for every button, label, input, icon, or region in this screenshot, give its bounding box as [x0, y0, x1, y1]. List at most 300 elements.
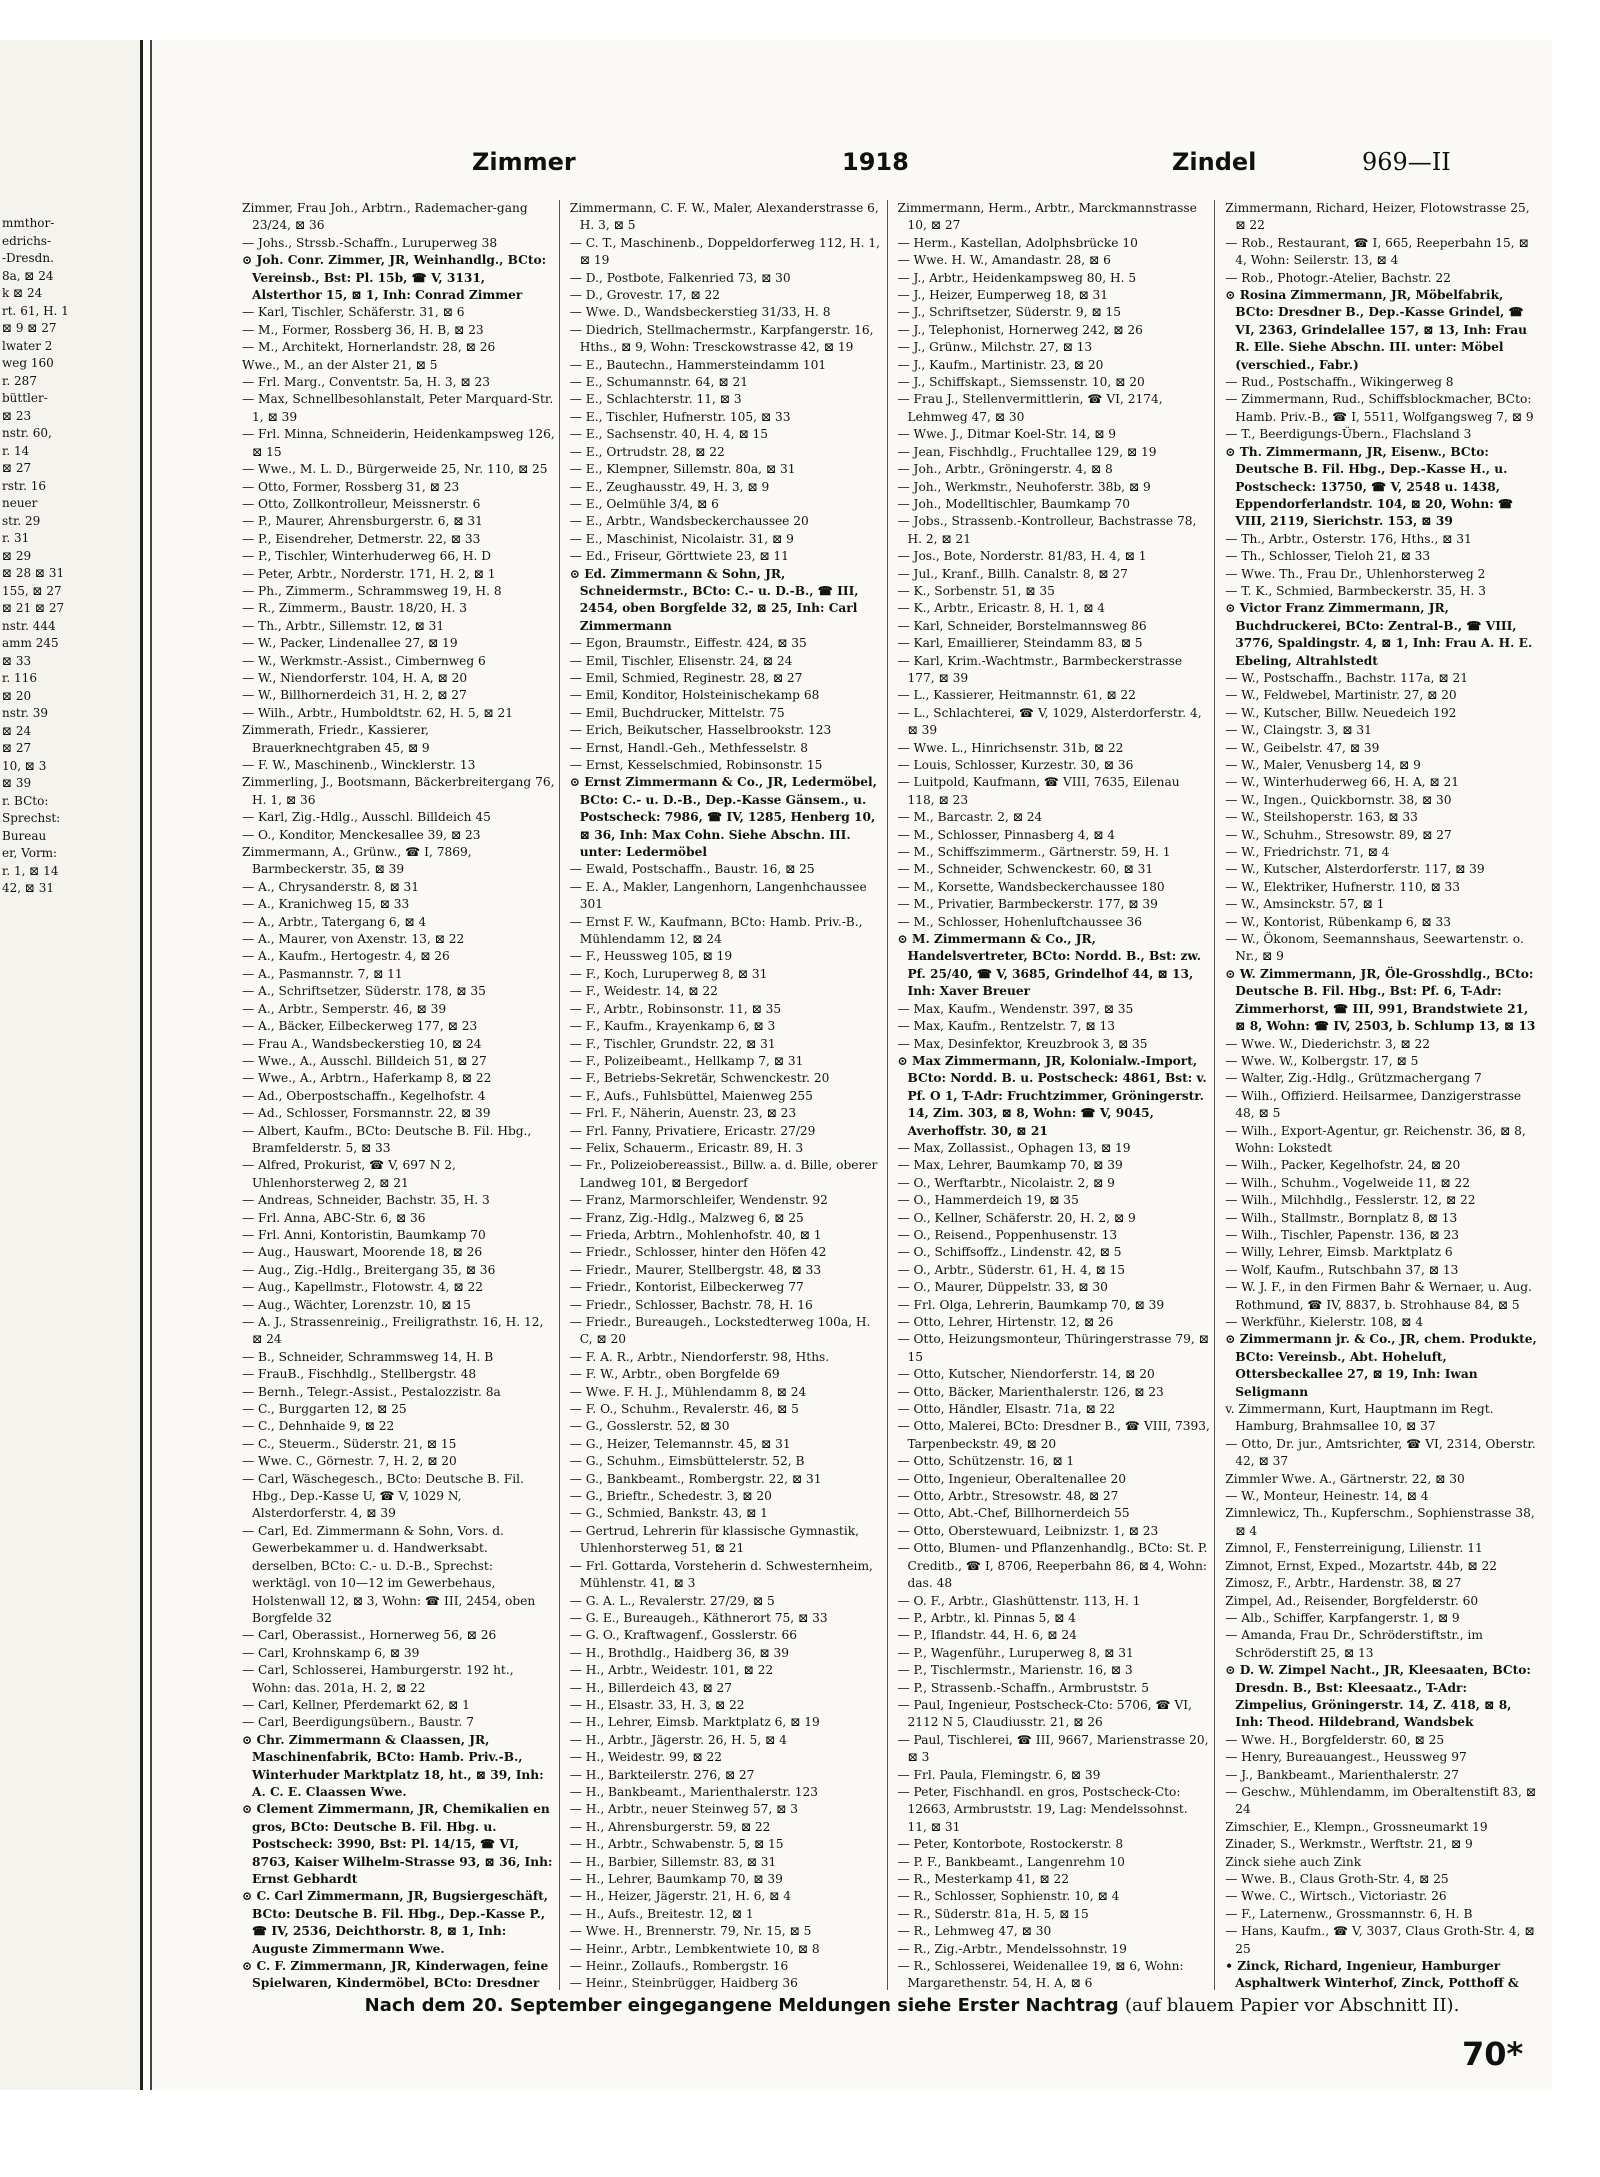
- directory-entry: — Wilh., Export-Agentur, gr. Reichenstr. 36, ⊠ 8, Wohn: Lokstedt: [1225, 1123, 1526, 1155]
- directory-column-4: [1225, 200, 1542, 1990]
- directory-entry: — R., Zig.-Arbtr., Mendelssohnstr. 19: [897, 1941, 1127, 1956]
- directory-entry: — F. O., Schuhm., Revalerstr. 46, ⊠ 5: [569, 1402, 799, 1417]
- directory-entry: — L., Kassierer, Heitmannstr. 61, ⊠ 22: [897, 688, 1136, 703]
- directory-entry: — P., Iflandstr. 44, H. 6, ⊠ 24: [897, 1628, 1077, 1643]
- directory-entry: — J., Heizer, Eumperweg 18, ⊠ 31: [897, 288, 1109, 303]
- firm-entry: ⊙ C. Carl Zimmermann, JR, Bugsiergeschäft, BCto: Deutsche B. Fil. Hbg., Dep.-Kasse P., ☎ IV, 2536, Deichthorstr. 8, ⊠ 1, Inh: Auguste Zimmermann Wwe.: [242, 1889, 548, 1956]
- directory-entry: — P., Tischler, Winterhuderweg 66, H. D: [242, 549, 491, 564]
- directory-entry: Zimmerath, Friedr., Kassierer, Brauerknechtgraben 45, ⊠ 9: [242, 723, 430, 755]
- firm-entry: ⊙ Victor Franz Zimmermann, JR, Buchdruckerei, BCto: Zentral-B., ☎ VIII, 3776, Spaldingstr. 4, ⊠ 1, Inh: Frau A. H. E. Ebeling, Altrahlstedt: [1225, 601, 1533, 668]
- directory-entry: — W., Feldwebel, Martinistr. 27, ⊠ 20: [1225, 688, 1457, 703]
- left-fragment-line: büttler-: [2, 391, 48, 405]
- directory-entry: — Otto, Abt.-Chef, Billhornerdeich 55: [897, 1506, 1130, 1521]
- directory-entry: — Wilh., Offizierd. Heilsarmee, Danzigerstrasse 48, ⊠ 5: [1225, 1088, 1522, 1121]
- directory-entry: — P., Strassenb.-Schaffn., Armbruststr. 5: [897, 1680, 1149, 1695]
- left-fragment-line: 10, ⊠ 3: [2, 758, 47, 773]
- directory-entry: Zinck siehe auch Zink: [1225, 1854, 1362, 1869]
- directory-entry: — Karl, Krim.-Wachtmstr., Barmbeckerstrasse 177, ⊠ 39: [897, 653, 1183, 685]
- directory-entry: — Louis, Schlosser, Kurzestr. 30, ⊠ 36: [897, 758, 1134, 772]
- directory-entry: — Egon, Braumstr., Eiffestr. 424, ⊠ 35: [569, 636, 807, 651]
- directory-entry: — W., Elektriker, Hufnerstr. 110, ⊠ 33: [1225, 879, 1461, 894]
- directory-entry: Zimmermann, Herm., Arbtr., Marckmannstrasse 10, ⊠ 27: [897, 201, 1197, 233]
- header-last-name: Zindel: [1172, 148, 1257, 176]
- directory-entry: — Ed., Friseur, Görttwiete 23, ⊠ 11: [569, 549, 789, 564]
- directory-entry: — B., Schneider, Schrammsweg 14, H. B: [242, 1349, 494, 1364]
- directory-entry: — Carl, Beerdigungsübern., Baustr. 7: [242, 1715, 474, 1730]
- directory-entry: — Wwe. F. H. J., Mühlendamm 8, ⊠ 24: [569, 1384, 807, 1399]
- directory-entry: Zimpel, Ad., Reisender, Borgfelderstr. 60: [1225, 1593, 1479, 1608]
- left-fragment-line: edrichs-: [2, 233, 52, 248]
- directory-entry: — Wwe. H. W., Amandastr. 28, ⊠ 6: [897, 253, 1111, 268]
- directory-entry: — P., Maurer, Ahrensburgerstr. 6, ⊠ 31: [242, 514, 483, 529]
- directory-entry: — J., Telephonist, Hornerweg 242, ⊠ 26: [897, 322, 1143, 337]
- directory-entry: — Otto, Ingenieur, Oberaltenallee 20: [897, 1471, 1126, 1486]
- directory-entry: — Willy, Lehrer, Eimsb. Marktplatz 6: [1225, 1245, 1453, 1260]
- directory-entry: — W., Kontorist, Rübenkamp 6, ⊠ 33: [1225, 914, 1452, 929]
- directory-entry: — F., Koch, Luruperweg 8, ⊠ 31: [569, 966, 768, 981]
- directory-entry: — E. A., Makler, Langenhorn, Langenhchaussee 301: [569, 879, 867, 912]
- directory-entry: — W., Amsinckstr. 57, ⊠ 1: [1225, 897, 1385, 912]
- directory-entry: — G., Gosslerstr. 52, ⊠ 30: [569, 1419, 730, 1434]
- directory-entry: — Wwe. H., Brennerstr. 79, Nr. 15, ⊠ 5: [569, 1924, 812, 1939]
- directory-entry: — W., Billhornerdeich 31, H. 2, ⊠ 27: [242, 688, 467, 703]
- directory-entry: — F., Laternenw., Grossmannstr. 6, H. B: [1225, 1906, 1473, 1921]
- directory-entry: — M., Schiffszimmerm., Gärtnerstr. 59, H. 1: [897, 845, 1171, 860]
- directory-entry: — Wolf, Kaufm., Rutschbahn 37, ⊠ 13: [1225, 1262, 1459, 1277]
- directory-entry: — W., Packer, Lindenallee 27, ⊠ 19: [242, 636, 458, 651]
- firm-entry: ⊙ C. F. Zimmermann, JR, Kinderwagen, feine Spielwaren, Kindermöbel, BCto: Dresdner: [242, 1959, 549, 1990]
- directory-entry: — F., Arbtr., Robinsonstr. 11, ⊠ 35: [569, 1001, 782, 1016]
- directory-entry: — Ad., Oberpostschaffn., Kegelhofstr. 4: [242, 1088, 486, 1103]
- left-fragment-line: ⊠ 28 ⊠ 31: [2, 566, 65, 580]
- directory-entry: — K., Arbtr., Ericastr. 8, H. 1, ⊠ 4: [897, 601, 1106, 616]
- directory-entry: — Otto, Händler, Elsastr. 71a, ⊠ 22: [897, 1402, 1116, 1417]
- directory-entry: — W., Winterhuderweg 66, H. A, ⊠ 21: [1225, 775, 1459, 790]
- firm-entry: ⊙ Clement Zimmermann, JR, Chemikalien en gros, BCto: Deutsche B. Fil. Hbg. u. Postscheck: 3990, Bst: Pl. 14/15, ☎ VI, 8763, Kaiser Wilhelm-Strasse 93, ⊠ 36, Inh: Ernst Gebhardt: [242, 1802, 553, 1886]
- directory-entry: — F. A. R., Arbtr., Niendorferstr. 98, Hths.: [569, 1349, 830, 1364]
- directory-entry: — J., Kaufm., Martinistr. 23, ⊠ 20: [897, 357, 1104, 372]
- directory-entry: — A., Kranichweg 15, ⊠ 33: [242, 897, 410, 912]
- directory-entry: — W., Kutscher, Alsterdorferstr. 117, ⊠ 39: [1225, 862, 1485, 877]
- directory-entry: — Zimmermann, Rud., Schiffsblockmacher, BCto: Hamb. Priv.-B., ☎ I, 5511, Wolfgangsweg 7, ⊠ 9: [1225, 392, 1534, 424]
- directory-entry: — E., Arbtr., Wandsbeckerchaussee 20: [569, 514, 809, 529]
- directory-entry: — T., Beerdigungs-Übern., Flachsland 3: [1225, 427, 1472, 442]
- directory-entry: — E., Oelmühle 3/4, ⊠ 6: [569, 496, 719, 511]
- left-fragment-line: ⊠ 29: [2, 548, 32, 563]
- directory-entry: — E., Ortrudstr. 28, ⊠ 22: [569, 444, 725, 459]
- directory-entry: — Amanda, Frau Dr., Schröderstiftstr., im Schröderstift 25, ⊠ 13: [1225, 1628, 1483, 1660]
- firm-entry: • Zinck, Richard, Ingenieur, Hamburger Asphaltwerk Winterhof, Zinck, Potthoff &: [1225, 1959, 1519, 1990]
- directory-entry: — Paul, Tischlerei, ☎ III, 9667, Marienstrasse 20, ⊠ 3: [897, 1732, 1209, 1765]
- left-fragment-line: rt. 61, H. 1: [2, 303, 69, 318]
- firm-entry: ⊙ W. Zimmermann, JR, Öle-Grosshdlg., BCto: Deutsche B. Fil. Hbg., Bst: Pf. 6, T-Adr: Zimmerhorst, ☎ III, 991, Brandstwiete 21, ⊠ 8, Wohn: ☎ IV, 2503, b. Schlump 13, ⊠ 13: [1225, 966, 1536, 1034]
- directory-entry: — Wwe. C., Görnestr. 7, H. 2, ⊠ 20: [242, 1454, 457, 1469]
- directory-entry: — Otto, Dr. jur., Amtsrichter, ☎ VI, 2314, Oberstr. 42, ⊠ 37: [1225, 1436, 1536, 1469]
- directory-entry: — Alb., Schiffer, Karpfangerstr. 1, ⊠ 9: [1225, 1610, 1460, 1625]
- directory-columns: [242, 200, 1542, 1990]
- directory-entry: Zimmer, Frau Joh., Arbtrn., Rademacher-gang 23/24, ⊠ 36: [242, 201, 528, 233]
- directory-entry: — F., Polizeibeamt., Hellkamp 7, ⊠ 31: [569, 1053, 804, 1068]
- directory-entry: — Frl. Anni, Kontoristin, Baumkamp 70: [242, 1227, 486, 1242]
- directory-entry: — Frl. Anna, ABC-Str. 6, ⊠ 36: [242, 1210, 426, 1225]
- firm-entry: ⊙ Rosina Zimmermann, JR, Möbelfabrik, BCto: Dresdner B., Dep.-Kasse Grindel, ☎ VI, 2363, Grindelallee 157, ⊠ 13, Inh: Frau R. Elle. Siehe Abschn. III. unter: Möbel (verschied., Fabr.): [1225, 288, 1528, 372]
- directory-entry: — J., Arbtr., Heidenkampsweg 80, H. 5: [897, 270, 1137, 285]
- left-fragment-line: nstr. 60,: [2, 426, 52, 440]
- directory-entry: — Aug., Kapellmstr., Flotowstr. 4, ⊠ 22: [242, 1280, 483, 1295]
- left-fragment-line: ⊠ 9 ⊠ 27: [2, 321, 57, 335]
- directory-entry: — T. K., Schmied, Barmbeckerstr. 35, H. 3: [1225, 583, 1487, 598]
- left-fragment-line: r. 287: [2, 373, 37, 388]
- directory-entry: — FrauB., Fischhdlg., Stellbergstr. 48: [242, 1367, 477, 1382]
- directory-entry: — H., Arbtr., neuer Steinweg 57, ⊠ 3: [569, 1802, 798, 1817]
- directory-entry: — Otto, Schützenstr. 16, ⊠ 1: [897, 1454, 1075, 1469]
- directory-entry: — E., Tischler, Hufnerstr. 105, ⊠ 33: [569, 409, 791, 424]
- directory-entry: Zimmermann, C. F. W., Maler, Alexanderstrasse 6, H. 3, ⊠ 5: [569, 201, 879, 233]
- left-fragment-line: 155, ⊠ 27: [2, 583, 62, 598]
- directory-entry: — Rud., Postschaffn., Wikingerweg 8: [1225, 375, 1454, 390]
- directory-entry: — Frl. Marg., Conventstr. 5a, H. 3, ⊠ 23: [242, 375, 490, 390]
- directory-entry: — C., Dehnhaide 9, ⊠ 22: [242, 1419, 395, 1434]
- directory-entry: — Frl. Paula, Flemingstr. 6, ⊠ 39: [897, 1767, 1101, 1782]
- firm-entry: ⊙ Joh. Conr. Zimmer, JR, Weinhandlg., BCto: Vereinsb., Bst: Pl. 15b, ☎ V, 3131, Alsterthor 15, ⊠ 1, Inh: Conrad Zimmer: [242, 253, 547, 303]
- directory-entry: — Wwe. H., Borgfelderstr. 60, ⊠ 25: [1225, 1732, 1445, 1747]
- firm-entry: ⊙ D. W. Zimpel Nacht., JR, Kleesaaten, BCto: Dresdn. B., Bst: Kleesaatz., T-Adr: Zimpelius, Gröningerstr. 14, Z. 418, ⊠ 8, Inh: Theod. Hildebrand, Wandsbek: [1225, 1663, 1531, 1730]
- directory-entry: — Max, Kaufm., Wendenstr. 397, ⊠ 35: [897, 1001, 1134, 1016]
- left-fragment-line: r. 31: [2, 531, 30, 545]
- left-fragment-line: ⊠ 20: [2, 688, 32, 703]
- directory-entry: — Aug., Zig.-Hdlg., Breitergang 35, ⊠ 36: [242, 1262, 496, 1277]
- directory-entry: — Henry, Bureauangest., Heussweg 97: [1225, 1750, 1467, 1765]
- left-fragment-line: ⊠ 39: [2, 776, 32, 790]
- directory-entry: Zinader, S., Werkmstr., Werftstr. 21, ⊠ 9: [1225, 1837, 1473, 1852]
- directory-entry: — G., Brieftr., Schedestr. 3, ⊠ 20: [569, 1489, 772, 1504]
- directory-entry: — Wilh., Milchhdlg., Fesslerstr. 12, ⊠ 22: [1225, 1193, 1476, 1208]
- directory-entry: — F., Betriebs-Sekretär, Schwenckestr. 20: [569, 1071, 830, 1086]
- directory-entry: — H., Barbier, Sillemstr. 83, ⊠ 31: [569, 1854, 777, 1869]
- directory-entry: — A. J., Strassenreinig., Freiligrathstr. 16, H. 12, ⊠ 24: [242, 1315, 544, 1347]
- directory-entry: — Otto, Lehrer, Hirtenstr. 12, ⊠ 26: [897, 1315, 1114, 1329]
- directory-entry: — Frl. Fanny, Privatiere, Ericastr. 27/29: [569, 1123, 816, 1138]
- directory-entry: — Emil, Buchdrucker, Mittelstr. 75: [569, 705, 785, 720]
- directory-entry: — M., Schneider, Schwenckestr. 60, ⊠ 31: [897, 862, 1154, 877]
- directory-entry: — G., Schmied, Bankstr. 43, ⊠ 1: [569, 1506, 768, 1521]
- directory-entry: — W., Steilshoperstr. 163, ⊠ 33: [1225, 810, 1418, 825]
- directory-entry: — Wwe. L., Hinrichsenstr. 31b, ⊠ 22: [897, 740, 1124, 755]
- directory-entry: — Luitpold, Kaufmann, ☎ VIII, 7635, Eilenau 118, ⊠ 23: [897, 775, 1180, 807]
- directory-entry: — A., Maurer, von Axenstr. 13, ⊠ 22: [242, 932, 465, 947]
- directory-entry: — Max, Zollassist., Ophagen 13, ⊠ 19: [897, 1140, 1131, 1155]
- left-fragment-line: r. 1, ⊠ 14: [2, 863, 59, 878]
- directory-entry: — W., Niendorferstr. 104, H. A, ⊠ 20: [242, 670, 468, 685]
- directory-entry: — Otto, Arbtr., Stresowstr. 48, ⊠ 27: [897, 1489, 1119, 1504]
- directory-entry: — Joh., Modelltischler, Baumkamp 70: [897, 496, 1130, 511]
- directory-entry: — H., Arbtr., Schwabenstr. 5, ⊠ 15: [569, 1837, 784, 1852]
- directory-entry: Zimosz, F., Arbtr., Hardenstr. 38, ⊠ 27: [1225, 1576, 1462, 1591]
- directory-entry: — H., Brothdlg., Haidberg 36, ⊠ 39: [569, 1645, 790, 1660]
- directory-entry: — Otto, Malerei, BCto: Dresdner B., ☎ VIII, 7393, Tarpenbeckstr. 49, ⊠ 20: [897, 1419, 1210, 1451]
- directory-entry: — Carl, Kellner, Pferdemarkt 62, ⊠ 1: [242, 1697, 470, 1712]
- directory-entry: — Wilh., Schuhm., Vogelweide 11, ⊠ 22: [1225, 1175, 1471, 1190]
- directory-entry: — W., Kutscher, Billw. Neuedeich 192: [1225, 705, 1457, 720]
- directory-entry: — Gertrud, Lehrerin für klassische Gymnastik, Uhlenhorsterweg 51, ⊠ 21: [569, 1523, 859, 1556]
- directory-entry: — A., Bäcker, Eilbeckerweg 177, ⊠ 23: [242, 1019, 478, 1034]
- directory-entry: — J., Bankbeamt., Marienthalerstr. 27: [1225, 1767, 1460, 1782]
- directory-entry: — M., Schlosser, Hohenluftchaussee 36: [897, 914, 1143, 929]
- directory-entry: — Rob., Restaurant, ☎ I, 665, Reeperbahn 15, ⊠ 4, Wohn: Seilerstr. 13, ⊠ 4: [1225, 235, 1529, 268]
- directory-entry: — A., Arbtr., Tatergang 6, ⊠ 4: [242, 914, 427, 929]
- directory-entry: — Emil, Schmied, Reginestr. 28, ⊠ 27: [569, 670, 803, 685]
- directory-page: [150, 40, 1552, 2090]
- directory-entry: — H., Barkteilerstr. 276, ⊠ 27: [569, 1767, 755, 1782]
- sheet-number: 70*: [1462, 2035, 1524, 2073]
- directory-entry: — P. F., Bankbeamt., Langenrehm 10: [897, 1854, 1125, 1869]
- directory-entry: — F., Aufs., Fuhlsbüttel, Maienweg 255: [569, 1088, 813, 1103]
- directory-entry: Zimnlewicz, Th., Kupferschm., Sophienstrasse 38, ⊠ 4: [1225, 1506, 1535, 1538]
- directory-entry: — Carl, Wäschegesch., BCto: Deutsche B. Fil. Hbg., Dep.-Kasse U, ☎ V, 1029 N, Alsterdorferstr. 4, ⊠ 39: [242, 1471, 524, 1521]
- directory-entry: — E., Schlachterstr. 11, ⊠ 3: [569, 392, 742, 407]
- left-fragment-line: r. 116: [2, 671, 37, 685]
- left-fragment-line: r. 14: [2, 443, 30, 458]
- directory-entry: — O., Schiffsoffz., Lindenstr. 42, ⊠ 5: [897, 1245, 1122, 1260]
- directory-entry: — Wilh., Stallmstr., Bornplatz 8, ⊠ 13: [1225, 1210, 1458, 1225]
- directory-entry: — H., Bankbeamt., Marienthalerstr. 123: [569, 1784, 819, 1799]
- directory-entry: — Rob., Photogr.-Atelier, Bachstr. 22: [1225, 270, 1451, 285]
- directory-entry: — W., Ingen., Quickbornstr. 38, ⊠ 30: [1225, 792, 1452, 807]
- directory-entry: — J., Grünw., Milchstr. 27, ⊠ 13: [897, 340, 1093, 355]
- directory-entry: — Wwe. B., Claus Groth-Str. 4, ⊠ 25: [1225, 1872, 1449, 1886]
- directory-entry: — P., Arbtr., kl. Pinnas 5, ⊠ 4: [897, 1610, 1076, 1625]
- directory-entry: — R., Süderstr. 81a, H. 5, ⊠ 15: [897, 1906, 1089, 1921]
- directory-entry: — H., Weidestr. 99, ⊠ 22: [569, 1750, 722, 1765]
- left-fragment-line: -Dresdn.: [2, 251, 54, 265]
- directory-entry: — O., Konditor, Menckesallee 39, ⊠ 23: [242, 827, 481, 842]
- directory-entry: — Ph., Zimmerm., Schrammsweg 19, H. 8: [242, 583, 502, 598]
- directory-entry: — Wilh., Tischler, Papenstr. 136, ⊠ 23: [1225, 1227, 1459, 1242]
- directory-entry: — R., Mesterkamp 41, ⊠ 22: [897, 1872, 1069, 1886]
- directory-entry: — P., Eisendreher, Detmerstr. 22, ⊠ 33: [242, 531, 481, 546]
- directory-entry: — E., Schumannstr. 64, ⊠ 21: [569, 375, 748, 390]
- directory-entry: — K., Sorbenstr. 51, ⊠ 35: [897, 583, 1055, 598]
- firm-entry: ⊙ Chr. Zimmermann & Claassen, JR, Maschinenfabrik, BCto: Hamb. Priv.-B., Winterhuder Marktplatz 18, ht., ⊠ 39, Inh: A. C. E. Claassen Wwe.: [242, 1732, 544, 1799]
- firm-entry: ⊙ M. Zimmermann & Co., JR, Handelsvertreter, BCto: Nordd. B., Bst: zw. Pf. 25/40, ☎ V, 3685, Grindelhof 44, ⊠ 13, Inh: Xaver Breuer: [897, 932, 1201, 999]
- left-page-text: [0, 40, 140, 898]
- directory-entry: — F. W., Maschinenb., Wincklerstr. 13: [242, 758, 476, 772]
- directory-entry: — Franz, Zig.-Hdlg., Malzweg 6, ⊠ 25: [569, 1210, 804, 1225]
- directory-entry: — G., Heizer, Telemannstr. 45, ⊠ 31: [569, 1436, 791, 1451]
- directory-entry: — Friedr., Kontorist, Eilbeckerweg 77: [569, 1280, 804, 1295]
- directory-entry: — Jobs., Strassenb.-Kontrolleur, Bachstrasse 78, H. 2, ⊠ 21: [897, 514, 1197, 546]
- directory-entry: — W., Friedrichstr. 71, ⊠ 4: [1225, 845, 1390, 860]
- directory-entry: Zimmermann, Richard, Heizer, Flotowstrasse 25, ⊠ 22: [1225, 201, 1530, 233]
- directory-entry: — A., Kaufm., Hertogestr. 4, ⊠ 26: [242, 949, 450, 964]
- directory-entry: — Joh., Arbtr., Gröningerstr. 4, ⊠ 8: [897, 462, 1113, 477]
- directory-entry: — G. E., Bureaugeh., Käthnerort 75, ⊠ 33: [569, 1610, 828, 1625]
- left-fragment-line: nstr. 444: [2, 618, 56, 633]
- left-fragment-line: k ⊠ 24: [2, 286, 43, 300]
- directory-column-2: [570, 200, 888, 1990]
- directory-entry: — M., Barcastr. 2, ⊠ 24: [897, 810, 1043, 825]
- directory-entry: — P., Tischlermstr., Marienstr. 16, ⊠ 3: [897, 1663, 1133, 1678]
- directory-entry: — Hans, Kaufm., ☎ V, 3037, Claus Groth-Str. 4, ⊠ 25: [1225, 1924, 1535, 1956]
- directory-entry: — E., Klempner, Sillemstr. 80a, ⊠ 31: [569, 462, 796, 477]
- directory-entry: Zimnot, Ernst, Exped., Mozartstr. 44b, ⊠ 22: [1225, 1558, 1497, 1573]
- directory-entry: — Karl, Schneider, Borstelmannsweg 86: [897, 618, 1147, 633]
- directory-entry: — Ernst F. W., Kaufmann, BCto: Hamb. Priv.-B., Mühlendamm 12, ⊠ 24: [569, 914, 863, 947]
- directory-entry: — D., Grovestr. 17, ⊠ 22: [569, 288, 721, 303]
- directory-entry: — Friedr., Schlosser, Bachstr. 78, H. 16: [569, 1297, 813, 1312]
- directory-entry: — Karl, Tischler, Schäferstr. 31, ⊠ 6: [242, 305, 465, 320]
- directory-entry: — O., Hammerdeich 19, ⊠ 35: [897, 1193, 1079, 1208]
- left-fragment-line: str. 29: [2, 513, 41, 528]
- directory-entry: — Otto, Blumen- und Pflanzenhandlg., BCto: St. P. Creditb., ☎ I, 8706, Reeperbahn 86, ⊠ 4, Wohn: das. 48: [897, 1541, 1208, 1591]
- directory-column-1: [242, 200, 560, 1990]
- directory-entry: — Karl, Emaillierer, Steindamm 83, ⊠ 5: [897, 636, 1143, 651]
- directory-entry: — Joh., Werkmstr., Neuhoferstr. 38b, ⊠ 9: [897, 479, 1151, 494]
- header-page-number: 969—II: [1362, 148, 1451, 176]
- firm-entry: ⊙ Zimmermann jr. & Co., JR, chem. Produkte, BCto: Vereinsb., Abt. Hoheluft, Ottersbeckallee 27, ⊠ 19, Inh: Iwan Seligmann: [1225, 1332, 1537, 1399]
- directory-entry: — Wwe. C., Wirtsch., Victoriastr. 26: [1225, 1889, 1447, 1904]
- left-fragment-line: 8a, ⊠ 24: [2, 268, 54, 283]
- directory-entry: — Otto, Bäcker, Marienthalerstr. 126, ⊠ 23: [897, 1384, 1164, 1399]
- directory-entry: — Max, Kaufm., Rentzelstr. 7, ⊠ 13: [897, 1019, 1115, 1034]
- directory-entry: — E., Bautechn., Hammersteindamm 101: [569, 357, 827, 372]
- directory-column-3: [898, 200, 1216, 1990]
- directory-entry: — H., Elsastr. 33, H. 3, ⊠ 22: [569, 1697, 745, 1712]
- directory-entry: — C. T., Maschinenb., Doppeldorferweg 112, H. 1, ⊠ 19: [569, 235, 880, 268]
- directory-entry: — Felix, Schauerm., Ericastr. 89, H. 3: [569, 1140, 804, 1155]
- directory-entry: — A., Chrysanderstr. 8, ⊠ 31: [242, 879, 420, 894]
- directory-entry: — W. J. F., in den Firmen Bahr & Wernaer, u. Aug. Rothmund, ☎ IV, 8837, b. Strohhause 84, ⊠ 5: [1225, 1280, 1532, 1312]
- firm-entry: ⊙ Ed. Zimmermann & Sohn, JR, Schneidermstr., BCto: C.- u. D.-B., ☎ III, 2454, oben Borgfelde 32, ⊠ 25, Inh: Carl Zimmermann: [569, 566, 859, 633]
- directory-entry: — J., Schiffskapt., Siemssenstr. 10, ⊠ 20: [897, 375, 1145, 390]
- directory-entry: — O., Werftarbtr., Nicolaistr. 2, ⊠ 9: [897, 1175, 1115, 1190]
- directory-entry: — W., Monteur, Heinestr. 14, ⊠ 4: [1225, 1489, 1429, 1504]
- directory-entry: — M., Korsette, Wandsbeckerchaussee 180: [897, 879, 1165, 894]
- directory-entry: — Emil, Tischler, Elisenstr. 24, ⊠ 24: [569, 653, 793, 668]
- directory-entry: — W., Geibelstr. 47, ⊠ 39: [1225, 740, 1380, 755]
- left-fragment-line: neuer: [2, 496, 38, 510]
- directory-entry: — M., Former, Rossberg 36, H. B, ⊠ 23: [242, 322, 484, 337]
- directory-entry: — Wwe. J., Ditmar Koel-Str. 14, ⊠ 9: [897, 427, 1117, 442]
- header-year: 1918: [842, 148, 909, 176]
- directory-entry: — Peter, Fischhandl. en gros, Postscheck-Cto: 12663, Armbruststr. 19, Lag: Mendelssohnst. 11, ⊠ 31: [897, 1784, 1188, 1834]
- left-fragment-line: ⊠ 33: [2, 653, 32, 668]
- directory-entry: — Frl. Minna, Schneiderin, Heidenkampsweg 126, ⊠ 15: [242, 427, 555, 459]
- directory-entry: — M., Schlosser, Pinnasberg 4, ⊠ 4: [897, 827, 1116, 842]
- left-page-fragment: [0, 40, 143, 2090]
- directory-entry: — Max, Lehrer, Baumkamp 70, ⊠ 39: [897, 1158, 1123, 1173]
- left-fragment-line: ⊠ 21 ⊠ 27: [2, 601, 65, 615]
- directory-entry: — Carl, Oberassist., Hornerweg 56, ⊠ 26: [242, 1628, 497, 1643]
- directory-entry: — Th., Schlosser, Tieloh 21, ⊠ 33: [1225, 549, 1431, 564]
- directory-entry: — H., Lehrer, Baumkamp 70, ⊠ 39: [569, 1872, 783, 1886]
- directory-entry: — Wwe. W., Kolbergstr. 17, ⊠ 5: [1225, 1053, 1419, 1068]
- directory-entry: — G., Schuhm., Eimsbüttelerstr. 52, B: [569, 1454, 805, 1469]
- directory-entry: — Herm., Kastellan, Adolphsbrücke 10: [897, 235, 1138, 250]
- directory-entry: — M., Architekt, Hornerlandstr. 28, ⊠ 26: [242, 340, 496, 355]
- directory-entry: — E., Zeughausstr. 49, H. 3, ⊠ 9: [569, 479, 770, 494]
- left-fragment-line: Sprechst:: [2, 811, 61, 825]
- left-fragment-line: ⊠ 27: [2, 741, 32, 755]
- directory-entry: — H., Lehrer, Eimsb. Marktplatz 6, ⊠ 19: [569, 1715, 820, 1730]
- directory-entry: — Otto, Zollkontrolleur, Meissnerstr. 6: [242, 496, 481, 511]
- directory-entry: — H., Aufs., Breitestr. 12, ⊠ 1: [569, 1906, 754, 1921]
- directory-entry: — Heinr., Zollaufs., Rombergstr. 16: [569, 1959, 789, 1974]
- directory-entry: — O., Reisend., Poppenhusenstr. 13: [897, 1227, 1118, 1242]
- directory-entry: — Friedr., Maurer, Stellbergstr. 48, ⊠ 33: [569, 1262, 822, 1277]
- directory-entry: — Paul, Ingenieur, Postscheck-Cto: 5706, ☎ VI, 2112 N 5, Claudiusstr. 21, ⊠ 26: [897, 1697, 1192, 1730]
- directory-entry: — Frau J., Stellenvermittlerin, ☎ VI, 2174, Lehmweg 47, ⊠ 30: [897, 392, 1163, 424]
- directory-entry: — G. A. L., Revalerstr. 27/29, ⊠ 5: [569, 1593, 775, 1608]
- directory-entry: — Max, Schnellbesohlanstalt, Peter Marquard-Str. 1, ⊠ 39: [242, 392, 554, 424]
- directory-entry: — H., Heizer, Jägerstr. 21, H. 6, ⊠ 4: [569, 1889, 792, 1904]
- directory-entry: — Carl, Schlosserei, Hamburgerstr. 192 ht., Wohn: das. 201a, H. 2, ⊠ 22: [242, 1663, 514, 1695]
- left-fragment-line: nstr. 39: [2, 706, 49, 720]
- directory-entry: — A., Pasmannstr. 7, ⊠ 11: [242, 966, 403, 981]
- left-fragment-line: ⊠ 24: [2, 723, 32, 738]
- left-fragment-line: ⊠ 23: [2, 408, 32, 423]
- directory-entry: — Wilh., Arbtr., Humboldtstr. 62, H. 5, ⊠ 21: [242, 705, 513, 720]
- directory-entry: — Geschw., Mühlendamm, im Oberaltenstift 83, ⊠ 24: [1225, 1784, 1536, 1817]
- directory-entry: — Jul., Kranf., Billh. Canalstr. 8, ⊠ 27: [897, 566, 1128, 581]
- directory-entry: — W., Postschaffn., Bachstr. 117a, ⊠ 21: [1225, 670, 1469, 685]
- directory-entry: — L., Schlachterei, ☎ V, 1029, Alsterdorferstr. 4, ⊠ 39: [897, 705, 1202, 738]
- directory-entry: — Andreas, Schneider, Bachstr. 35, H. 3: [242, 1193, 490, 1208]
- directory-entry: — Wwe. W., Diederichstr. 3, ⊠ 22: [1225, 1036, 1431, 1051]
- directory-entry: — Albert, Kaufm., BCto: Deutsche B. Fil. Hbg., Bramfelderstr. 5, ⊠ 33: [242, 1123, 532, 1155]
- directory-entry: — A., Arbtr., Semperstr. 46, ⊠ 39: [242, 1001, 447, 1016]
- directory-entry: — Wwe., A., Ausschl. Billdeich 51, ⊠ 27: [242, 1053, 487, 1068]
- directory-entry: — H., Arbtr., Weidestr. 101, ⊠ 22: [569, 1663, 774, 1678]
- left-fragment-line: ⊠ 27: [2, 461, 32, 475]
- directory-entry: — O., Arbtr., Süderstr. 61, H. 4, ⊠ 15: [897, 1262, 1126, 1277]
- directory-entry: — Wwe., A., Arbtrn., Haferkamp 8, ⊠ 22: [242, 1071, 492, 1086]
- directory-entry: — W., Schuhm., Stresowstr. 89, ⊠ 27: [1225, 827, 1452, 842]
- directory-entry: — F., Tischler, Grundstr. 22, ⊠ 31: [569, 1036, 776, 1051]
- directory-entry: — Otto, Oberstewuard, Leibnizstr. 1, ⊠ 23: [897, 1523, 1159, 1538]
- directory-entry: — R., Lehmweg 47, ⊠ 30: [897, 1924, 1052, 1939]
- directory-entry: — R., Schlosser, Sophienstr. 10, ⊠ 4: [897, 1889, 1120, 1904]
- directory-entry: — H., Arbtr., Jägerstr. 26, H. 5, ⊠ 4: [569, 1732, 787, 1747]
- footer-note-paren: (auf blauem Papier vor Abschnitt II).: [1124, 1995, 1460, 2016]
- header-first-name: Zimmer: [472, 148, 576, 176]
- firm-entry: ⊙ Max Zimmermann, JR, Kolonialw.-Import, BCto: Nordd. B. u. Postscheck: 4861, Bst: v. Pf. O 1, T-Adr: Fruchtzimmer, Gröningerstr. 14, Zim. 303, ⊠ 8, Wohn: ☎ V, 9045, Averhoffstr. 30, ⊠ 21: [897, 1053, 1207, 1138]
- directory-entry: — Jean, Fischhdlg., Fruchtallee 129, ⊠ 19: [897, 444, 1157, 459]
- directory-entry: — G. O., Kraftwagenf., Gosslerstr. 66: [569, 1628, 798, 1643]
- footer-note-main: Nach dem 20. September eingegangene Meldungen siehe Erster Nachtrag: [364, 1995, 1119, 2016]
- directory-entry: — J., Schriftsetzer, Süderstr. 9, ⊠ 15: [897, 305, 1122, 320]
- left-fragment-line: amm 245: [2, 636, 59, 650]
- directory-entry: — F. W., Arbtr., oben Borgfelde 69: [569, 1367, 780, 1382]
- directory-entry: — E., Sachsenstr. 40, H. 4, ⊠ 15: [569, 427, 769, 442]
- directory-entry: — Diedrich, Stellmachermstr., Karpfangerstr. 16, Hths., ⊠ 9, Wohn: Tresckowstrasse 42, ⊠ 19: [569, 322, 874, 355]
- directory-entry: — W., Ökonom, Seemannshaus, Seewartenstr. o. Nr., ⊠ 9: [1225, 932, 1524, 964]
- directory-entry: — Werkführ., Kielerstr. 108, ⊠ 4: [1225, 1315, 1423, 1329]
- directory-entry: — Peter, Arbtr., Norderstr. 171, H. 2, ⊠ 1: [242, 566, 496, 581]
- directory-entry: — Ad., Schlosser, Forsmannstr. 22, ⊠ 39: [242, 1106, 491, 1121]
- directory-entry: Zimschier, E., Klempn., Grossneumarkt 19: [1225, 1819, 1488, 1834]
- directory-entry: — Wwe. Th., Frau Dr., Uhlenhorsterweg 2: [1225, 566, 1486, 581]
- firm-entry: ⊙ Th. Zimmermann, JR, Eisenw., BCto: Deutsche B. Fil. Hbg., Dep.-Kasse H., u. Postscheck: 13750, ☎ V, 2548 u. 1438, Eppendorferlandstr. 104, ⊠ 20, Wohn: ☎ VIII, 2119, Sierichstr. 153, ⊠ 39: [1225, 444, 1514, 529]
- directory-entry: — Th., Arbtr., Sillemstr. 12, ⊠ 31: [242, 618, 445, 633]
- left-fragment-line: weg 160: [2, 356, 54, 370]
- directory-entry: — Th., Arbtr., Osterstr. 176, Hths., ⊠ 31: [1225, 531, 1472, 546]
- directory-entry: — Heinr., Arbtr., Lembkentwiete 10, ⊠ 8: [569, 1941, 820, 1956]
- directory-entry: — Wilh., Packer, Kegelhofstr. 24, ⊠ 20: [1225, 1158, 1461, 1173]
- directory-entry: — Bernh., Telegr.-Assist., Pestalozzistr. 8a: [242, 1384, 501, 1399]
- directory-entry: — Ernst, Handl.-Geh., Methfesselstr. 8: [569, 740, 809, 755]
- directory-entry: — Carl, Krohnskamp 6, ⊠ 39: [242, 1645, 420, 1660]
